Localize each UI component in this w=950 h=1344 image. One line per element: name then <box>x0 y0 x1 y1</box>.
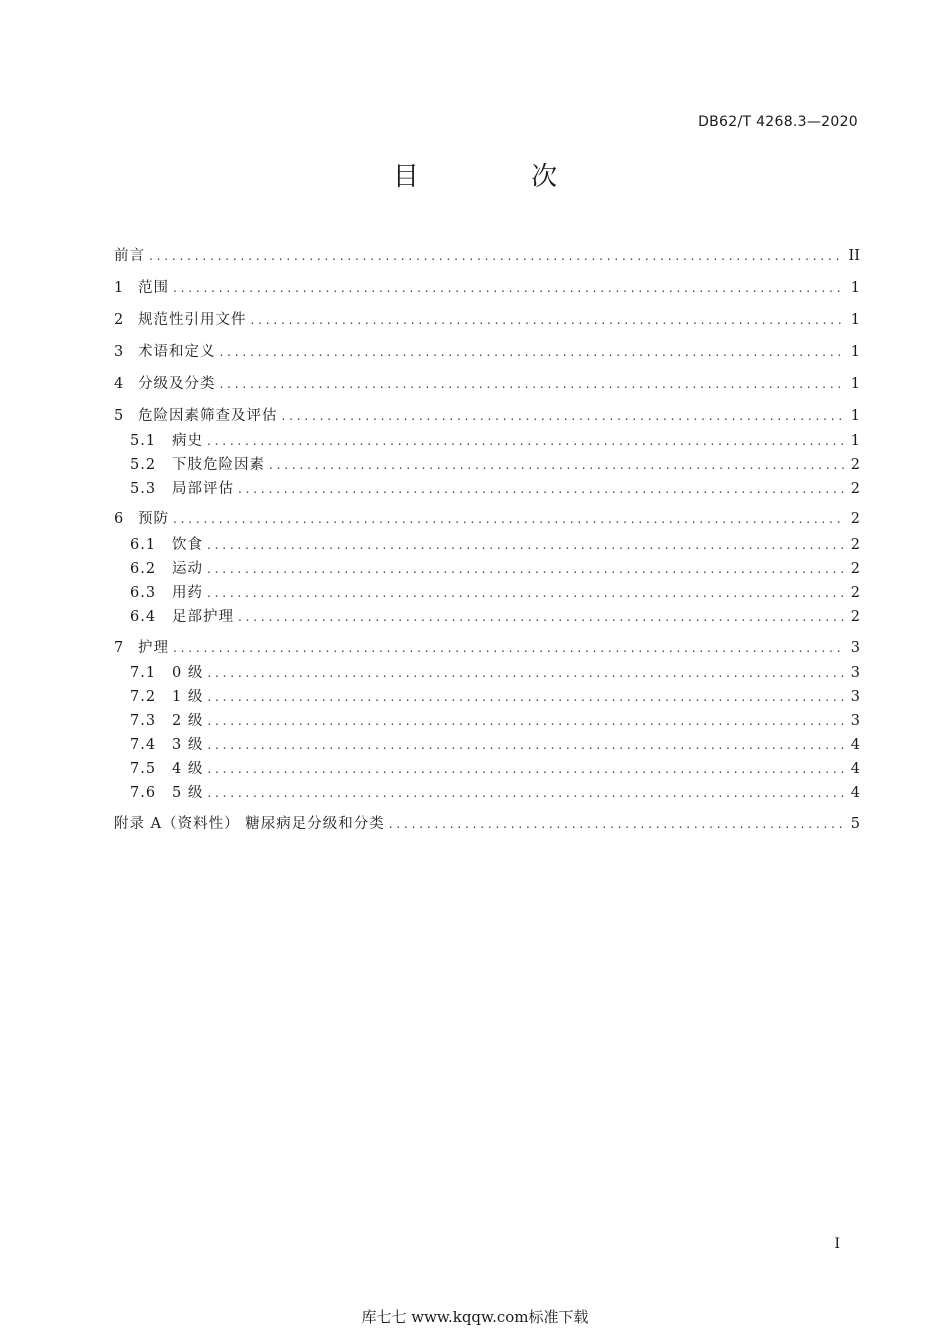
toc-entry-label: 下肢危险因素 <box>172 457 265 473</box>
toc-entry-number: 5 <box>114 408 125 424</box>
footer-watermark-text: 库七七 www.kqqw.com标准下载 <box>361 1308 589 1326</box>
toc-entry-page: 1 <box>850 344 860 360</box>
toc-entry-label: 局部评估 <box>172 481 234 497</box>
toc-entry-number: 6.3 <box>130 585 157 601</box>
toc-entry-label: 用药 <box>172 585 203 601</box>
toc-entry-page: 4 <box>850 737 860 753</box>
toc-entry-label: 足部护理 <box>172 609 234 625</box>
toc-leader-dots <box>389 814 844 834</box>
toc-leader-dots <box>173 278 844 298</box>
toc-entry-foreword[interactable] <box>114 246 860 266</box>
toc-entry-page: 3 <box>850 665 860 681</box>
toc-entry-page: 2 <box>850 511 860 527</box>
toc-entry-label: 2 级 <box>172 713 204 729</box>
toc-leader-dots <box>173 509 844 529</box>
toc-entry-label: 1 级 <box>172 689 204 705</box>
toc-entry-page: 1 <box>850 408 860 424</box>
toc-entry-number: 7.3 <box>130 713 157 729</box>
toc-leader-dots <box>238 607 844 627</box>
toc-leader-dots <box>207 663 844 683</box>
toc-entry-number: 6 <box>114 511 125 527</box>
toc-entry-page: 2 <box>850 609 860 625</box>
toc-leader-dots <box>149 246 844 266</box>
toc-entry-number: 6.1 <box>130 537 157 553</box>
toc-entry-7[interactable] <box>114 638 860 658</box>
toc-leader-dots <box>207 711 844 731</box>
toc-entry-page: 3 <box>850 689 860 705</box>
toc-entry-7-6[interactable] <box>130 783 860 803</box>
toc-entry-number: 7.5 <box>130 761 157 777</box>
toc-entry-label: 0 级 <box>172 665 204 681</box>
toc-entry-6[interactable] <box>114 509 860 529</box>
toc-leader-dots <box>207 559 844 579</box>
toc-entry-page: 1 <box>850 312 860 328</box>
toc-entry-label: 4 级 <box>172 761 204 777</box>
toc-leader-dots <box>220 342 845 362</box>
toc-entry-7-5[interactable] <box>130 759 860 779</box>
toc-entry-page: 2 <box>850 457 860 473</box>
toc-entry-label: 规范性引用文件 <box>138 312 247 328</box>
toc-entry-page: 4 <box>850 785 860 801</box>
toc-entry-4[interactable] <box>114 374 860 394</box>
toc-entry-label: 前言 <box>114 248 145 264</box>
toc-leader-dots <box>207 687 844 707</box>
toc-entry-number: 2 <box>114 312 125 328</box>
toc-entry-5-1[interactable] <box>130 431 860 451</box>
toc-leader-dots <box>251 310 845 330</box>
toc-entry-7-4[interactable] <box>130 735 860 755</box>
toc-entry-6-3[interactable] <box>130 583 860 603</box>
toc-entry-number: 7.4 <box>130 737 157 753</box>
toc-entry-page: 1 <box>850 433 860 449</box>
toc-entry-label: 运动 <box>172 561 203 577</box>
toc-leader-dots <box>207 535 844 555</box>
toc-entry-label: 术语和定义 <box>138 344 216 360</box>
toc-entry-7-3[interactable] <box>130 711 860 731</box>
toc-entry-page: 2 <box>850 537 860 553</box>
toc-entry-label: 危险因素筛查及评估 <box>138 408 278 424</box>
toc-entry-1[interactable] <box>114 278 860 298</box>
toc-entry-number: 5.2 <box>130 457 157 473</box>
toc-entry-number: 7.6 <box>130 785 157 801</box>
page-title: 目 次 <box>392 162 610 192</box>
toc-leader-dots <box>238 479 844 499</box>
toc-leader-dots <box>220 374 845 394</box>
toc-entry-page: 2 <box>850 481 860 497</box>
toc-entry-page: 5 <box>850 816 860 832</box>
toc-entry-label: 范围 <box>138 280 169 296</box>
toc-entry-number: 7 <box>114 640 125 656</box>
toc-entry-number: 7.2 <box>130 689 157 705</box>
toc-entry-label: 3 级 <box>172 737 204 753</box>
toc-entry-page: 2 <box>850 585 860 601</box>
toc-entry-3[interactable] <box>114 342 860 362</box>
toc-entry-number: 7.1 <box>130 665 157 681</box>
toc-entry-number: 5.3 <box>130 481 157 497</box>
toc-entry-5-2[interactable] <box>130 455 860 475</box>
toc-entry-page: 1 <box>850 376 860 392</box>
toc-entry-number: 6.2 <box>130 561 157 577</box>
toc-entry-label: 附录 A（资料性） 糖尿病足分级和分类 <box>114 816 385 832</box>
page-number: I <box>834 1236 840 1252</box>
toc-leader-dots <box>207 735 844 755</box>
toc-entry-label: 病史 <box>172 433 203 449</box>
toc-entry-page: II <box>848 248 860 264</box>
toc-entry-number: 6.4 <box>130 609 157 625</box>
toc-leader-dots <box>207 583 844 603</box>
toc-entry-7-2[interactable] <box>130 687 860 707</box>
toc-entry-page: 1 <box>850 280 860 296</box>
toc-entry-6-4[interactable] <box>130 607 860 627</box>
toc-entry-page: 4 <box>850 761 860 777</box>
toc-entry-page: 2 <box>850 561 860 577</box>
toc-entry-6-1[interactable] <box>130 535 860 555</box>
toc-leader-dots <box>207 759 844 779</box>
toc-leader-dots <box>207 783 844 803</box>
toc-entry-label: 分级及分类 <box>138 376 216 392</box>
toc-entry-6-2[interactable] <box>130 559 860 579</box>
doc-code: DB62/T 4268.3—2020 <box>698 114 858 130</box>
toc-entry-label: 5 级 <box>172 785 204 801</box>
toc-leader-dots <box>269 455 844 475</box>
toc-entry-5[interactable] <box>114 406 860 426</box>
toc-entry-page: 3 <box>850 640 860 656</box>
toc-entry-page: 3 <box>850 713 860 729</box>
toc-leader-dots <box>282 406 845 426</box>
toc-entry-number: 5.1 <box>130 433 157 449</box>
toc-entry-number: 3 <box>114 344 125 360</box>
toc-entry-label: 护理 <box>138 640 169 656</box>
toc-entry-label: 预防 <box>138 511 169 527</box>
toc-entry-5-3[interactable] <box>130 479 860 499</box>
toc-entry-number: 1 <box>114 280 125 296</box>
toc-leader-dots <box>173 638 844 658</box>
toc-entry-label: 饮食 <box>172 537 203 553</box>
toc-entry-number: 4 <box>114 376 125 392</box>
toc-entry-appendix-a[interactable] <box>114 814 860 834</box>
toc-entry-7-1[interactable] <box>130 663 860 683</box>
toc-leader-dots <box>207 431 844 451</box>
toc-entry-2[interactable] <box>114 310 860 330</box>
